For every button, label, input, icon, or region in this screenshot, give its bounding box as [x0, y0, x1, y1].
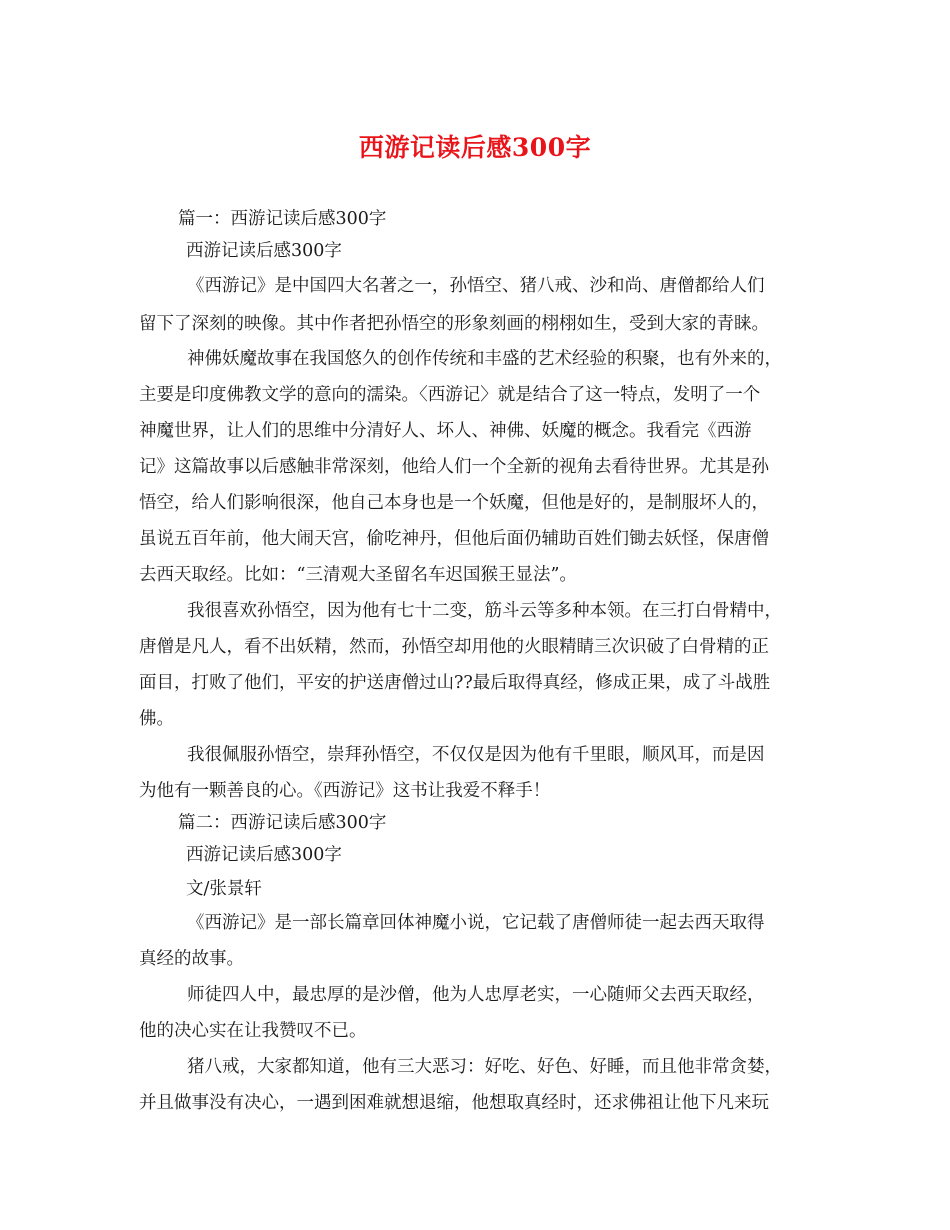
- paragraph-line: 悟空，给人们影响很深，他自己本身也是一个妖魔，但他是好的，是制服坏人的，: [139, 493, 769, 513]
- paragraph-line: 《西游记》是一部长篇章回体神魔小说，它记载了唐僧师徒一起去西天取得: [187, 913, 765, 933]
- paragraph-line: 他的决心实在让我赞叹不已。: [139, 1021, 367, 1041]
- paragraph-line: 并且做事没有决心，一遇到困难就想退缩，他想取真经时，还求佛祖让他下凡来玩: [139, 1093, 769, 1113]
- paragraph-line: 唐僧是凡人，看不出妖精，然而，孙悟空却用他的火眼精睛三次识破了白骨精的正: [139, 637, 769, 657]
- section-subtitle-1: 西游记读后感300字: [186, 241, 342, 261]
- document-title: 西游记读后感300字: [358, 133, 592, 162]
- section-heading-2: 篇二：西游记读后感300字: [178, 813, 387, 833]
- paragraph-line: 师徒四人中，最忠厚的是沙僧，他为人忠厚老实，一心随师父去西天取经，: [187, 985, 765, 1005]
- section-subtitle-2: 西游记读后感300字: [186, 845, 342, 865]
- paragraph-line: 佛。: [139, 709, 174, 729]
- author-line: 文/张景轩: [186, 879, 262, 899]
- paragraph-line: 神佛妖魔故事在我国悠久的创作传统和丰盛的艺术经验的积聚，也有外来的，: [187, 349, 782, 369]
- paragraph-line: 神魔世界，让人们的思维中分清好人、坏人、神佛、妖魔的概念。我看完《西游: [139, 421, 752, 441]
- paragraph-line: 真经的故事。: [139, 949, 244, 969]
- paragraph-line: 我很佩服孙悟空，崇拜孙悟空，不仅仅是因为他有千里眼，顺风耳，而是因: [187, 745, 765, 765]
- paragraph-line: 主要是印度佛教文学的意向的濡染。〈西游记〉就是结合了这一特点，发明了一个: [139, 385, 761, 405]
- paragraph-line: 面目，打败了他们，平安的护送唐僧过山??最后取得真经，修成正果，成了斗战胜: [139, 673, 771, 693]
- paragraph-line: 《西游记》是中国四大名著之一，孙悟空、猪八戒、沙和尚、唐僧都给人们: [187, 276, 765, 296]
- paragraph-line: 猪八戒，大家都知道，他有三大恶习：好吃、好色、好睡，而且他非常贪婪，: [187, 1057, 782, 1077]
- section-heading-1: 篇一：西游记读后感300字: [178, 209, 387, 229]
- paragraph-line: 虽说五百年前，他大闹天宫，偷吃神丹，但他后面仍辅助百姓们锄去妖怪，保唐僧: [139, 529, 769, 549]
- paragraph-line: 为他有一颗善良的心。《西游记》这书让我爱不释手！: [139, 781, 551, 801]
- paragraph-line: 我很喜欢孙悟空，因为他有七十二变，筋斗云等多种本领。在三打白骨精中，: [187, 601, 782, 621]
- paragraph-line: 留下了深刻的映像。其中作者把孙悟空的形象刻画的栩栩如生，受到大家的青睐。: [139, 314, 769, 334]
- paragraph-line: 记》这篇故事以后感触非常深刻，他给人们一个全新的视角去看待世界。尤其是孙: [139, 457, 769, 477]
- paragraph-line: 去西天取经。比如：“三清观大圣留名车迟国猴王显法”。: [139, 565, 577, 585]
